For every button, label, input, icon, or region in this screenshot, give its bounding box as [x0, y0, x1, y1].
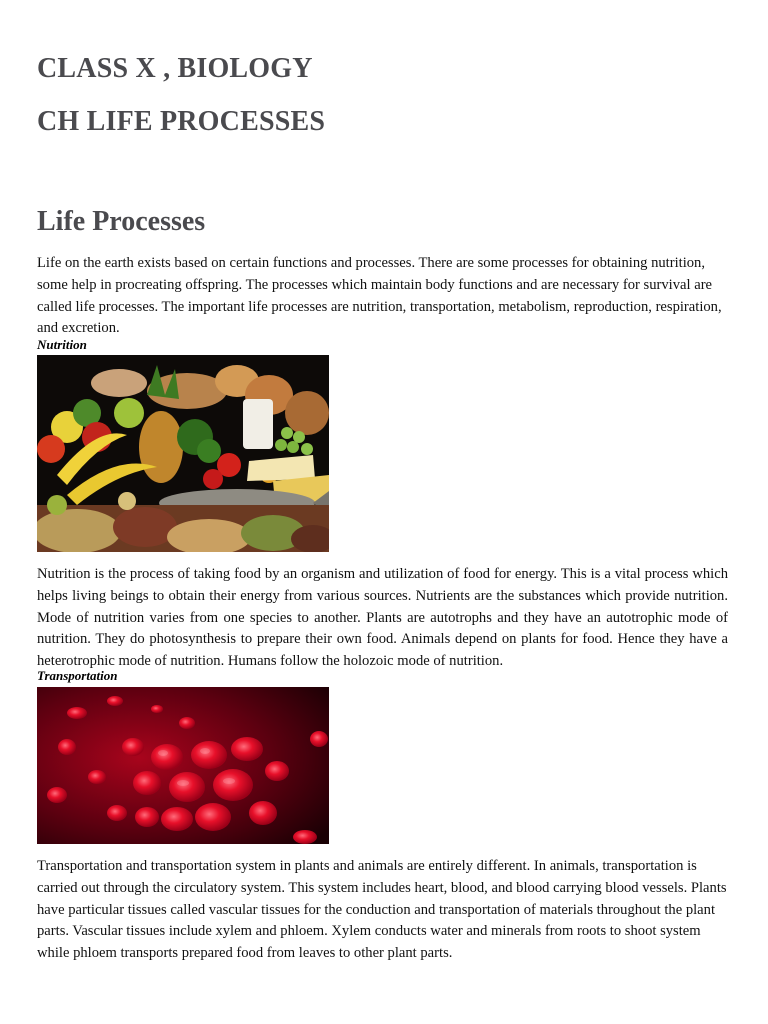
transportation-paragraph: Transportation and transportation system in plants and animals are entirely different. In animals, transportation is carried out through the circulatory system. This system includes heart, blood, and blood carrying blood vessels. Plants have particular tissues called vascular tissues for the conduction and transportation of materials throughout the plant parts. Vascular tissues include xylem and phloem. Xylem conducts water and minerals from roots to shoot system while phloem transports prepared food from leaves to other plant parts.	[37, 858, 727, 962]
document-title-class: CLASS X , BIOLOGY	[37, 53, 313, 84]
nutrition-paragraph: Nutrition is the process of taking food by an organism and utilization of food for energy. This is a vital process which helps living beings to obtain their energy from various sources. Nutrients are the substances which provide nutrition. Mode of nutrition varies from one species to another. Plants are autotrophs and they have an autotrophic mode of nutrition. They do photosynthesis to prepare their own food. Animals depend on plants for food. Hence they have a heterotrophic mode of nutrition. Humans follow the holozoic mode of nutrition.	[37, 566, 728, 670]
intro-paragraph: Life on the earth exists based on certain functions and processes. There are some processes for obtaining nutrition, some help in procreating offspring. The processes which maintain body functions and are necessary for survival are called life processes. The important life processes are nutrition, transportation, metabolism, reproduction, respiration, and excretion.	[37, 255, 722, 337]
blood-cells-illustration	[37, 687, 329, 844]
transportation-heading: Transportation	[37, 668, 118, 683]
nutrition-food-image	[37, 355, 329, 552]
section-heading: Life Processes	[37, 206, 206, 237]
food-illustration	[37, 355, 329, 552]
nutrition-heading: Nutrition	[37, 337, 87, 352]
transportation-blood-cells-image	[37, 687, 329, 844]
document-title-chapter: CH LIFE PROCESSES	[37, 106, 326, 137]
